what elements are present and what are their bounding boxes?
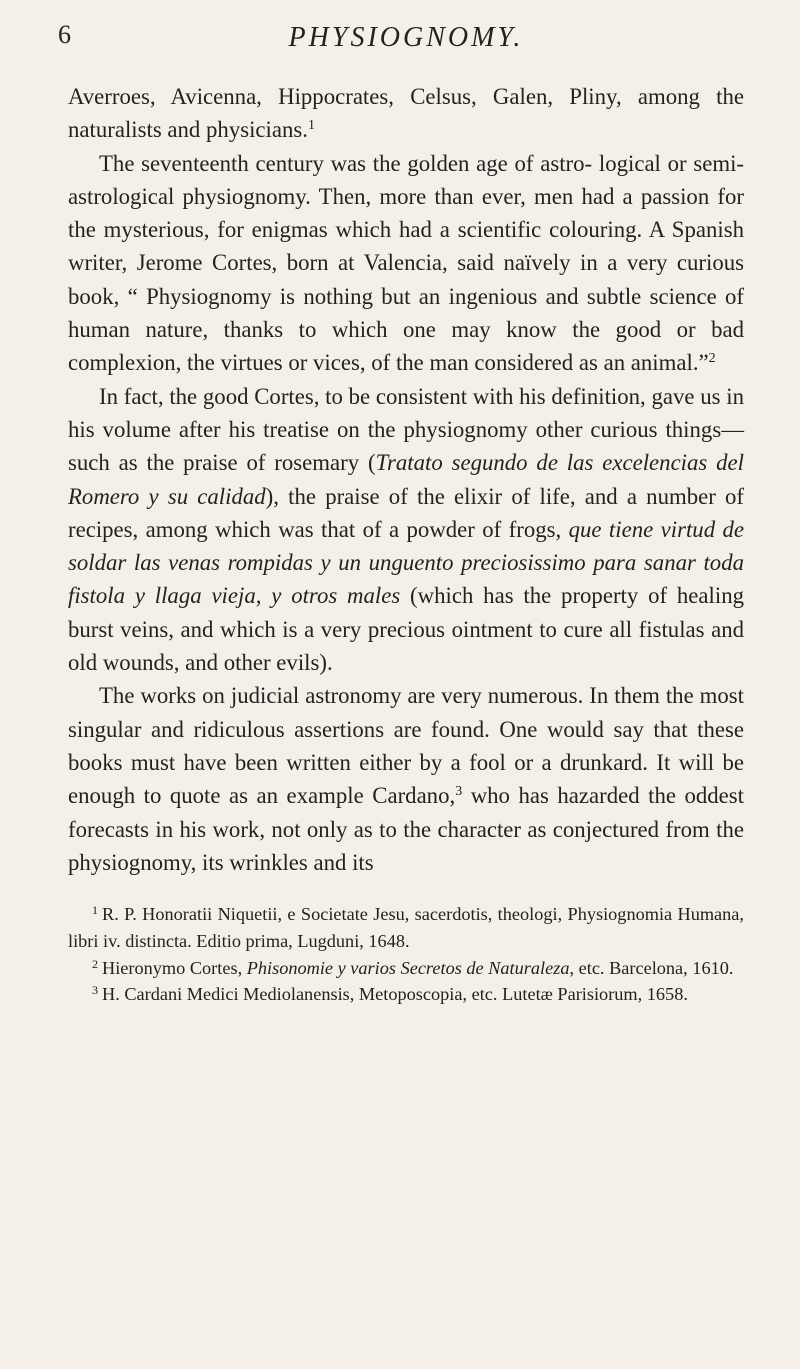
- footnote-2: [68, 955, 744, 982]
- footnote-1-text: R. P. Honoratii Niquetii, e Societate Jesu, sacerdotis, theologi, Physiognomia Humana, libri iv. distincta. Editio prima, Lugduni, 1648.: [68, 904, 744, 951]
- paragraph-2: [68, 147, 744, 380]
- page-number: 6: [58, 20, 71, 49]
- paragraph-3-text-c: (which has the property of healing burst veins, and which is a very precious ointment to cure all fistulas and old wounds, and other evils).: [68, 583, 745, 676]
- footnote-ref-2: 2: [708, 351, 716, 367]
- paragraph-1: [68, 80, 744, 147]
- footnote-3-marker: 3: [92, 983, 98, 998]
- paragraph-3: [68, 380, 744, 680]
- footnote-2-marker: 2: [92, 956, 98, 971]
- paragraph-3-text-a: In fact, the good Cortes, to be consistent with his definition, gave us in his volume after his treatise on the physiognomy other curious things—such as the praise of rosemary (: [68, 383, 744, 476]
- paragraph-3-text-b: ), the praise of the elixir of life, and a number of recipes, among which was that of a powder of frogs,: [68, 483, 744, 542]
- footnote-3: [68, 981, 744, 1008]
- paragraph-3-italic-2: que tiene virtud de soldar las venas rompidas y un unguento preciosissimo para sanar toda fistola y llaga vieja, y otros males: [68, 516, 744, 609]
- footnote-ref-1: 1: [307, 118, 315, 134]
- paragraph-3-italic-1: Tratato segundo de las excelencias del Romero y su calidad: [68, 450, 744, 509]
- footnote-2-italic: Phisonomie y varios Secretos de Naturaleza: [246, 957, 570, 978]
- footnote-1: [68, 901, 744, 954]
- body-text: [68, 80, 744, 879]
- footnote-3-text: H. Cardani Medici Mediolanensis, Metoposcopia, etc. Lutetæ Parisiorum, 1658.: [102, 984, 688, 1005]
- footnote-1-marker: 1: [92, 903, 98, 918]
- footnote-2-text-a: Hieronymo Cortes,: [102, 957, 247, 978]
- paragraph-4-text-b: who has hazarded the oddest forecasts in his work, not only as to the character as conjectured from the physiognomy, its wrinkles and its: [68, 783, 744, 875]
- footnote-ref-3: 3: [455, 784, 463, 800]
- running-head: [58, 0, 744, 80]
- paragraph-4: [68, 679, 744, 879]
- paragraph-2-text: The seventeenth century was the golden age of astro- logical or semi-astrological physiognomy. Then, more than ever, men had a passion for the mysterious, for enigmas which had a scientific colouring. A Spanish writer, Jerome Cortes, born at Valencia, said naïvely in a very curious book, “ Physiognomy is nothing but an ingenious and subtle science of human nature, thanks to which one may know the good or bad complexion, the virtues or vices, of the man considered as an animal.”: [68, 150, 744, 376]
- footnotes: [68, 901, 744, 1008]
- footnote-2-text-b: , etc. Barcelona, 1610.: [569, 957, 734, 978]
- running-title: PHYSIOGNOMY.: [288, 22, 524, 53]
- paragraph-1-text: Averroes, Avicenna, Hippocrates, Celsus, Galen, Pliny, among the naturalists and physicians.: [68, 84, 744, 143]
- paragraph-4-text-a: The works on judicial astronomy are very numerous. In them the most singular and ridiculous assertions are found. One would say that these books must have been written either by a fool or a drunkard. It will be enough to quote as an example Cardano,: [68, 683, 744, 809]
